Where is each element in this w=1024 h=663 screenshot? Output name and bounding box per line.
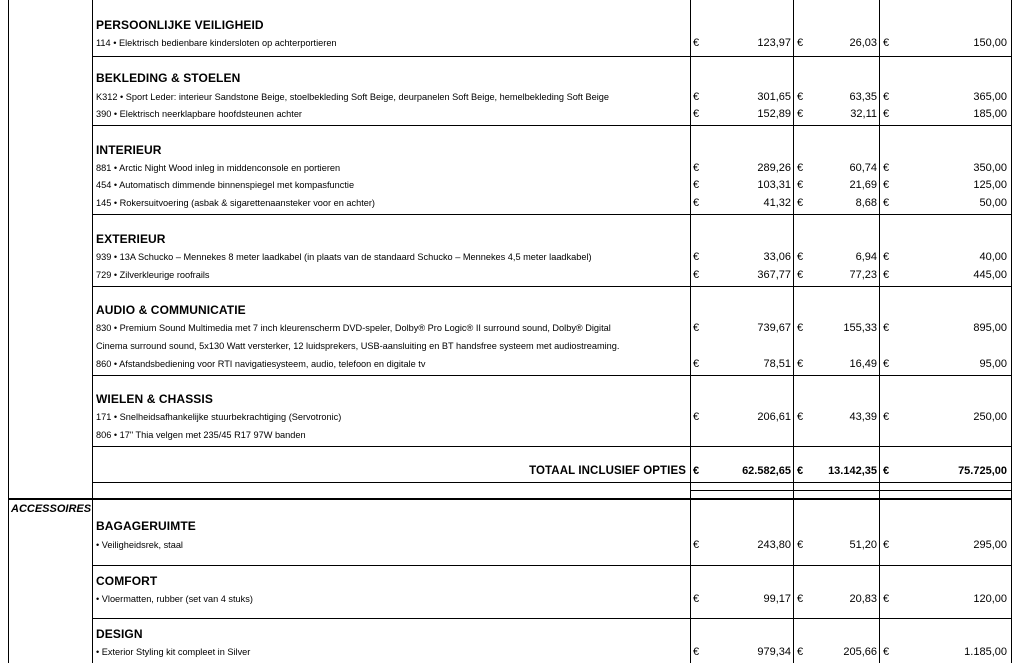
currency-symbol: €: [883, 322, 890, 334]
amount-incl-vat: 50,00: [979, 197, 1007, 209]
line-item-description: 881 • Arctic Night Wood inleg in middenconsole en portieren: [96, 163, 341, 173]
currency-symbol: €: [883, 91, 890, 103]
section-title: WIELEN & CHASSIS: [96, 392, 213, 406]
currency-symbol: €: [693, 646, 700, 658]
currency-symbol: €: [693, 539, 700, 551]
row-separator: [92, 618, 1011, 619]
line-item-description: • Vloermatten, rubber (set van 4 stuks): [96, 594, 253, 604]
currency-symbol: €: [883, 269, 890, 281]
amount-vat: 51,20: [849, 539, 877, 551]
amount-vat: 60,74: [849, 162, 877, 174]
amount-vat: 43,39: [849, 411, 877, 423]
grid-line-right: [1011, 0, 1012, 663]
currency-symbol: €: [693, 179, 700, 191]
amount-excl-vat: 103,31: [757, 179, 791, 191]
currency-symbol: €: [883, 197, 890, 209]
grid-line-left: [8, 0, 9, 663]
total-currency-3: €: [883, 465, 890, 477]
row-separator: [92, 125, 1011, 126]
currency-symbol: €: [693, 108, 700, 120]
amount-incl-vat: 120,00: [973, 593, 1007, 605]
section-title: AUDIO & COMMUNICATIE: [96, 303, 246, 317]
line-item-description: • Veiligheidsrek, staal: [96, 540, 183, 550]
section-title: EXTERIEUR: [96, 232, 166, 246]
amount-vat: 20,83: [849, 593, 877, 605]
amount-vat: 21,69: [849, 179, 877, 191]
line-item-description: 806 • 17" Thia velgen met 235/45 R17 97W banden: [96, 430, 306, 440]
row-separator: [92, 286, 1011, 287]
amount-excl-vat: 367,77: [757, 269, 791, 281]
accessories-label: ACCESSOIRES: [11, 503, 92, 515]
amount-incl-vat: 895,00: [973, 322, 1007, 334]
amount-incl-vat: 40,00: [979, 251, 1007, 263]
currency-symbol: €: [693, 162, 700, 174]
total-amount-vat: 13.142,35: [828, 465, 877, 477]
amount-incl-vat: 150,00: [973, 37, 1007, 49]
amount-excl-vat: 243,80: [757, 539, 791, 551]
amount-excl-vat: 33,06: [763, 251, 791, 263]
amount-incl-vat: 1.185,00: [964, 646, 1007, 658]
amount-incl-vat: 295,00: [973, 539, 1007, 551]
currency-symbol: €: [797, 593, 804, 605]
currency-symbol: €: [883, 162, 890, 174]
currency-symbol: €: [883, 108, 890, 120]
total-currency-2: €: [797, 465, 804, 477]
row-separator: [92, 565, 1011, 566]
amount-vat: 6,94: [855, 251, 877, 263]
amount-excl-vat: 123,97: [757, 37, 791, 49]
row-separator: [92, 56, 1011, 57]
amount-incl-vat: 350,00: [973, 162, 1007, 174]
row-separator: [92, 375, 1011, 376]
amount-incl-vat: 125,00: [973, 179, 1007, 191]
currency-symbol: €: [693, 197, 700, 209]
currency-symbol: €: [797, 91, 804, 103]
currency-symbol: €: [883, 37, 890, 49]
currency-symbol: €: [883, 593, 890, 605]
currency-symbol: €: [883, 539, 890, 551]
currency-symbol: €: [797, 411, 804, 423]
currency-symbol: €: [693, 593, 700, 605]
amount-vat: 8,68: [855, 197, 877, 209]
section-title: INTERIEUR: [96, 143, 162, 157]
total-label: TOTAAL INCLUSIEF OPTIES: [529, 465, 686, 477]
section-title: PERSOONLIJKE VEILIGHEID: [96, 18, 264, 32]
line-item-description: 390 • Elektrisch neerklapbare hoofdsteunen achter: [96, 109, 302, 119]
amount-vat: 32,11: [850, 108, 877, 120]
grid-line-col3: [879, 0, 880, 663]
currency-symbol: €: [883, 646, 890, 658]
line-item-description: 145 • Rokersuitvoering (asbak & sigarettenaansteker voor en achter): [96, 198, 375, 208]
line-item-description: 114 • Elektrisch bedienbare kindersloten op achterportieren: [96, 38, 337, 48]
line-item-description: • Exterior Styling kit compleet in Silver: [96, 647, 251, 657]
section-title: BAGAGERUIMTE: [96, 519, 196, 533]
amount-incl-vat: 185,00: [973, 108, 1007, 120]
line-item-description: 860 • Afstandsbediening voor RTI navigatiesysteem, audio, telefoon en digitale tv: [96, 359, 426, 369]
amount-excl-vat: 41,32: [763, 197, 791, 209]
currency-symbol: €: [693, 251, 700, 263]
amount-excl-vat: 152,89: [757, 108, 791, 120]
currency-symbol: €: [797, 269, 804, 281]
amount-vat: 26,03: [849, 37, 877, 49]
amount-excl-vat: 99,17: [763, 593, 791, 605]
amount-vat: 63,35: [849, 91, 877, 103]
amount-vat: 205,66: [843, 646, 877, 658]
amount-incl-vat: 365,00: [973, 91, 1007, 103]
currency-symbol: €: [797, 37, 804, 49]
line-item-description: 939 • 13A Schucko – Mennekes 8 meter laadkabel (in plaats van de standaard Schucko – Mennekes 4,5 meter laadkabel): [96, 252, 592, 262]
amount-vat: 155,33: [843, 322, 877, 334]
row-separator: [92, 482, 1011, 483]
currency-symbol: €: [883, 251, 890, 263]
currency-symbol: €: [693, 37, 700, 49]
accessories-separator: [8, 498, 1011, 500]
amount-vat: 77,23: [849, 269, 877, 281]
amount-vat: 16,49: [849, 358, 877, 370]
section-title: COMFORT: [96, 574, 158, 588]
currency-symbol: €: [693, 269, 700, 281]
currency-symbol: €: [883, 179, 890, 191]
line-item-description: K312 • Sport Leder: interieur Sandstone Beige, stoelbekleding Soft Beige, deurpanelen Soft Beige, hemelbekleding Soft Beige: [96, 92, 609, 102]
currency-symbol: €: [797, 322, 804, 334]
currency-symbol: €: [797, 162, 804, 174]
line-item-description: 830 • Premium Sound Multimedia met 7 inch kleurenscherm DVD-speler, Dolby® Pro Logic® II surround sound, Dolby® Digital: [96, 323, 611, 333]
line-item-description: Cinema surround sound, 5x130 Watt versterker, 12 luidsprekers, USB-aansluiting en BT handsfree systeem met audiostreaming.: [96, 341, 620, 351]
currency-symbol: €: [797, 197, 804, 209]
currency-symbol: €: [797, 358, 804, 370]
row-separator: [92, 214, 1011, 215]
currency-symbol: €: [883, 411, 890, 423]
amount-excl-vat: 301,65: [757, 91, 791, 103]
amount-excl-vat: 289,26: [757, 162, 791, 174]
currency-symbol: €: [693, 322, 700, 334]
grid-line-desc: [92, 0, 93, 663]
currency-symbol: €: [797, 646, 804, 658]
currency-symbol: €: [693, 91, 700, 103]
currency-symbol: €: [883, 358, 890, 370]
currency-symbol: €: [797, 108, 804, 120]
currency-symbol: €: [693, 358, 700, 370]
line-item-description: 171 • Snelheidsafhankelijke stuurbekrachtiging (Servotronic): [96, 412, 342, 422]
amount-incl-vat: 250,00: [973, 411, 1007, 423]
currency-symbol: €: [797, 539, 804, 551]
amount-excl-vat: 206,61: [757, 411, 791, 423]
grid-line-col2: [793, 0, 794, 663]
amount-excl-vat: 739,67: [757, 322, 791, 334]
amount-excl-vat: 78,51: [763, 358, 791, 370]
grid-line-col1: [690, 0, 691, 663]
section-title: BEKLEDING & STOELEN: [96, 71, 241, 85]
currency-symbol: €: [797, 251, 804, 263]
total-amount-incl: 75.725,00: [958, 465, 1007, 477]
section-title: DESIGN: [96, 627, 143, 641]
currency-symbol: €: [693, 411, 700, 423]
amount-excl-vat: 979,34: [757, 646, 791, 658]
total-currency-1: €: [693, 465, 700, 477]
row-separator: [92, 446, 1011, 447]
amount-incl-vat: 445,00: [973, 269, 1007, 281]
currency-symbol: €: [797, 179, 804, 191]
amount-incl-vat: 95,00: [979, 358, 1007, 370]
total-amount-excl: 62.582,65: [742, 465, 791, 477]
row-separator: [690, 490, 1011, 491]
line-item-description: 729 • Zilverkleurige roofrails: [96, 270, 210, 280]
line-item-description: 454 • Automatisch dimmende binnenspiegel met kompasfunctie: [96, 180, 355, 190]
